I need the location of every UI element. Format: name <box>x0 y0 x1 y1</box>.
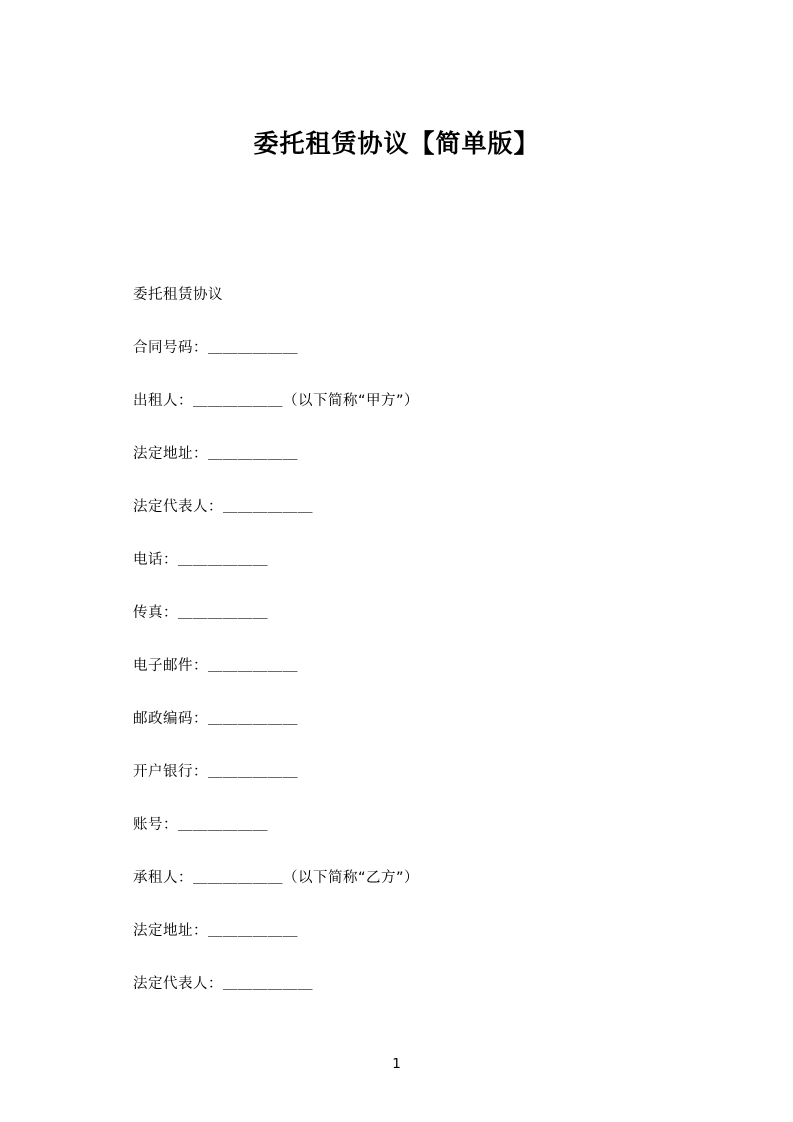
page-title: 委托租赁协议【简单版】 <box>253 129 540 158</box>
paragraph: 委托租赁协议 <box>133 287 223 303</box>
document-body <box>133 285 673 1027</box>
paragraph: 法定地址：＿＿＿＿＿＿ <box>133 446 298 462</box>
paragraph: 出租人：＿＿＿＿＿＿（以下简称“甲方”） <box>133 393 420 409</box>
paragraph: 法定地址：＿＿＿＿＿＿ <box>133 923 298 939</box>
paragraph: 电子邮件：＿＿＿＿＿＿ <box>133 658 298 674</box>
paragraph: 承租人：＿＿＿＿＿＿（以下简称“乙方”） <box>133 870 420 886</box>
paragraph: 法定代表人：＿＿＿＿＿＿ <box>133 499 313 515</box>
page-number: 1 <box>392 1056 401 1072</box>
paragraph: 合同号码：＿＿＿＿＿＿ <box>133 340 298 356</box>
paragraph: 邮政编码：＿＿＿＿＿＿ <box>133 711 298 727</box>
paragraph: 传真：＿＿＿＿＿＿ <box>133 605 268 621</box>
paragraph: 法定代表人：＿＿＿＿＿＿ <box>133 976 313 992</box>
paragraph: 账号：＿＿＿＿＿＿ <box>133 817 268 833</box>
paragraph: 开户银行：＿＿＿＿＿＿ <box>133 764 298 780</box>
paragraph: 电话：＿＿＿＿＿＿ <box>133 552 268 568</box>
